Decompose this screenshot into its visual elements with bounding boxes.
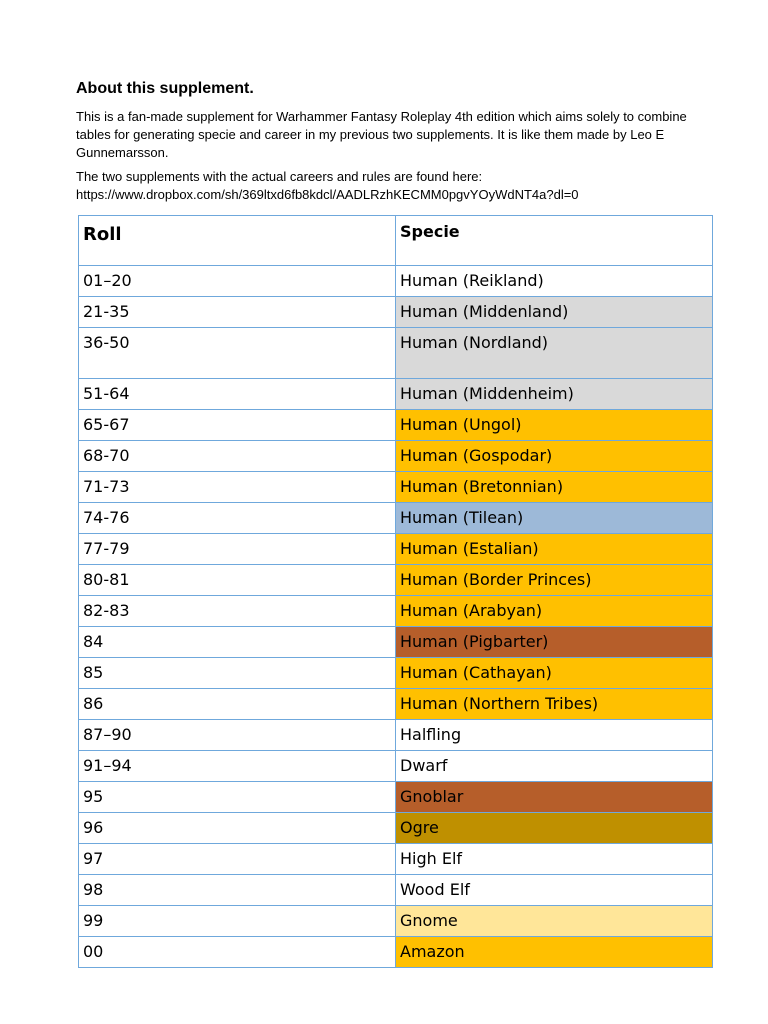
roll-cell: 87–90 bbox=[79, 720, 396, 751]
table-row bbox=[79, 658, 713, 689]
specie-cell: Wood Elf bbox=[396, 875, 713, 906]
specie-cell: Human (Tilean) bbox=[396, 503, 713, 534]
specie-cell: Human (Gospodar) bbox=[396, 441, 713, 472]
specie-cell: Amazon bbox=[396, 937, 713, 968]
table-row bbox=[79, 937, 713, 968]
specie-cell: Dwarf bbox=[396, 751, 713, 782]
table-row bbox=[79, 410, 713, 441]
table-row bbox=[79, 720, 713, 751]
specie-cell: Human (Nordland) bbox=[396, 328, 713, 379]
roll-cell: 01–20 bbox=[79, 266, 396, 297]
roll-cell: 96 bbox=[79, 813, 396, 844]
table-row bbox=[79, 534, 713, 565]
specie-cell: Halfling bbox=[396, 720, 713, 751]
page-heading: About this supplement. bbox=[76, 80, 254, 97]
table-row bbox=[79, 844, 713, 875]
roll-cell: 98 bbox=[79, 875, 396, 906]
table-row bbox=[79, 503, 713, 534]
table-row bbox=[79, 472, 713, 503]
table-row bbox=[79, 813, 713, 844]
table-row bbox=[79, 328, 713, 379]
specie-cell: Human (Middenland) bbox=[396, 297, 713, 328]
specie-cell: Gnoblar bbox=[396, 782, 713, 813]
roll-cell: 95 bbox=[79, 782, 396, 813]
specie-cell: Human (Border Princes) bbox=[396, 565, 713, 596]
table-row bbox=[79, 266, 713, 297]
table-row bbox=[79, 297, 713, 328]
roll-cell: 85 bbox=[79, 658, 396, 689]
table-row bbox=[79, 379, 713, 410]
table-row bbox=[79, 875, 713, 906]
specie-cell: Human (Northern Tribes) bbox=[396, 689, 713, 720]
roll-cell: 80-81 bbox=[79, 565, 396, 596]
roll-cell: 21-35 bbox=[79, 297, 396, 328]
roll-cell: 68-70 bbox=[79, 441, 396, 472]
specie-cell: Human (Estalian) bbox=[396, 534, 713, 565]
roll-cell: 99 bbox=[79, 906, 396, 937]
roll-cell: 51-64 bbox=[79, 379, 396, 410]
specie-cell: Human (Arabyan) bbox=[396, 596, 713, 627]
roll-cell: 97 bbox=[79, 844, 396, 875]
table-row bbox=[79, 906, 713, 937]
dropbox-link-paragraph: The two supplements with the actual careers and rules are found here: https://www.dropbox.com/sh/369ltxd6fb8kdcl/AADLRzhKECMM0pgvYOyWdNT4a?dl=0 bbox=[76, 169, 579, 202]
roll-cell: 84 bbox=[79, 627, 396, 658]
specie-cell: Human (Reikland) bbox=[396, 266, 713, 297]
table-row bbox=[79, 596, 713, 627]
table-row bbox=[79, 689, 713, 720]
roll-cell: 77-79 bbox=[79, 534, 396, 565]
intro-paragraph: This is a fan-made supplement for Warhammer Fantasy Roleplay 4th edition which aims solely to combine tables for generating specie and career in my previous two supplements. It is like them made by Leo E Gunnemarsson. bbox=[76, 109, 687, 160]
table-row bbox=[79, 441, 713, 472]
table-row bbox=[79, 565, 713, 596]
specie-cell: Human (Pigbarter) bbox=[396, 627, 713, 658]
specie-cell: Ogre bbox=[396, 813, 713, 844]
specie-cell: Human (Middenheim) bbox=[396, 379, 713, 410]
roll-column-header: Roll bbox=[79, 216, 396, 266]
roll-cell: 91–94 bbox=[79, 751, 396, 782]
specie-column-header: Specie bbox=[396, 216, 713, 266]
specie-cell: Human (Ungol) bbox=[396, 410, 713, 441]
roll-cell: 82-83 bbox=[79, 596, 396, 627]
table-row bbox=[79, 751, 713, 782]
table-header-row bbox=[79, 216, 713, 266]
roll-cell: 00 bbox=[79, 937, 396, 968]
roll-cell: 74-76 bbox=[79, 503, 396, 534]
roll-cell: 86 bbox=[79, 689, 396, 720]
roll-cell: 71-73 bbox=[79, 472, 396, 503]
table-row bbox=[79, 627, 713, 658]
roll-cell: 65-67 bbox=[79, 410, 396, 441]
specie-cell: Gnome bbox=[396, 906, 713, 937]
roll-cell: 36-50 bbox=[79, 328, 396, 379]
specie-cell: Human (Bretonnian) bbox=[396, 472, 713, 503]
specie-cell: Human (Cathayan) bbox=[396, 658, 713, 689]
specie-cell: High Elf bbox=[396, 844, 713, 875]
specie-roll-table bbox=[78, 215, 713, 968]
table-row bbox=[79, 782, 713, 813]
table-body bbox=[79, 266, 713, 968]
